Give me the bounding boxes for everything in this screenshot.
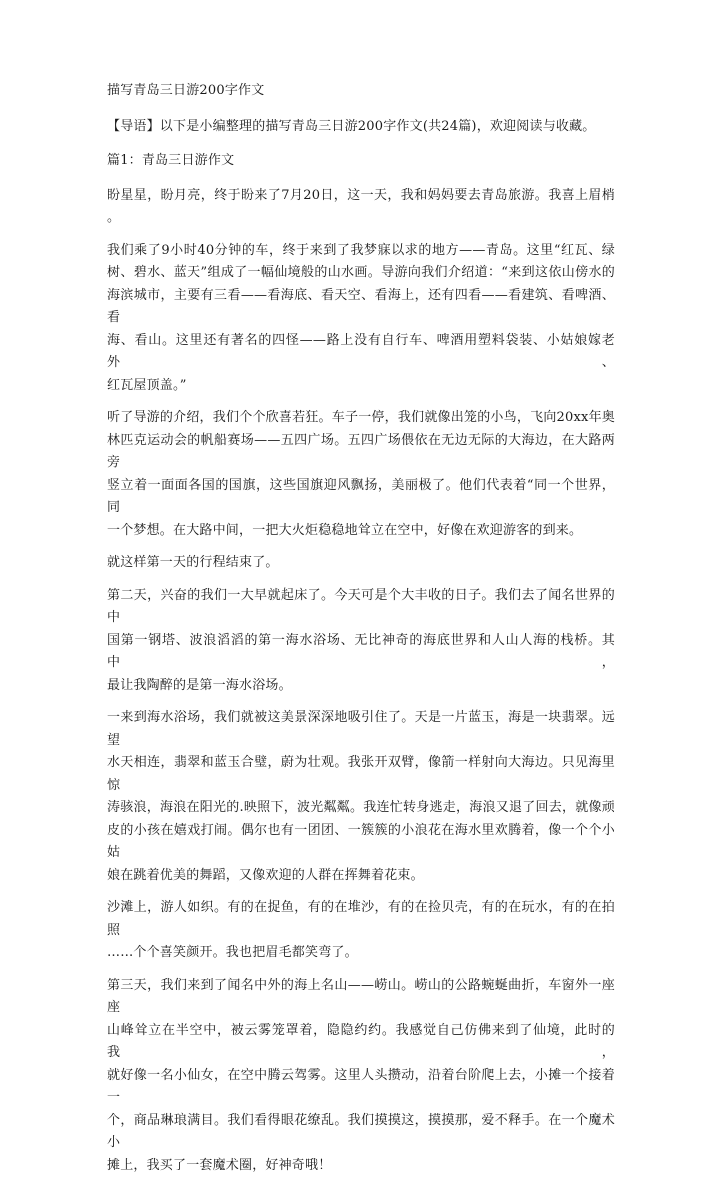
article-body bbox=[107, 185, 615, 1178]
paragraph-line: 沙滩上，游人如织。有的在捉鱼，有的在堆沙，有的在捡贝壳，有的在玩水，有的在拍照 bbox=[107, 900, 615, 938]
article-paragraph bbox=[107, 552, 615, 575]
guide-text: 【导语】以下是小编整理的描写青岛三日游200字作文(共24篇)，欢迎阅读与收藏。 bbox=[107, 118, 596, 134]
paragraph-line: 听了导游的介绍，我们个个欣喜若狂。车子一停，我们就像出笼的小鸟，飞向20xx年奥 bbox=[107, 410, 615, 425]
paragraph-line: 一个梦想。在大路中间，一把大火炬稳稳地耸立在空中，好像在欢迎游客的到来。 bbox=[107, 522, 583, 538]
paragraph-line: 海滨城市，主要有三看——看海底、看天空、看海上，还有四看——看建筑、看啤酒、看 bbox=[107, 287, 615, 325]
paragraph-line: 第三天，我们来到了闻名中外的海上名山——崂山。崂山的公路蜿蜒曲折，车窗外一座座 bbox=[107, 977, 615, 1015]
article-paragraph bbox=[107, 240, 615, 398]
section-heading: 篇1：青岛三日游作文 bbox=[107, 153, 235, 168]
article-paragraph bbox=[107, 707, 615, 887]
paragraph-line: ……个个喜笑颜开。我也把眉毛都笑弯了。 bbox=[107, 945, 358, 960]
paragraph-line: 我们乘了9小时40分钟的车，终于来到了我梦寐以求的地方——青岛。这里“红瓦、绿 bbox=[107, 242, 615, 258]
document-page bbox=[107, 80, 615, 1187]
paragraph-line: 摊上，我买了一套魔术圈，好神奇哦！ bbox=[107, 1157, 332, 1173]
paragraph-line: 娘在跳着优美的舞蹈，又像欢迎的人群在挥舞着花束。 bbox=[107, 867, 424, 883]
paragraph-line: 个，商品琳琅满目。我们看得眼花缭乱。我们摸摸这，摸摸那，爱不释手。在一个魔术小 bbox=[107, 1112, 615, 1150]
paragraph-line: 国第一钢塔、波浪滔滔的第一海水浴场、无比神奇的海底世界和人山人海的栈桥。其中， bbox=[107, 632, 615, 670]
paragraph-line: 就好像一名小仙女，在空中腾云驾雾。这里人头攒动，沿着台阶爬上去，小摊一个接着一 bbox=[107, 1067, 615, 1105]
paragraph-line: 一来到海水浴场，我们就被这美景深深地吸引住了。天是一片蓝玉，海是一块翡翠。远望 bbox=[107, 710, 615, 748]
article-paragraph bbox=[107, 407, 615, 542]
article-paragraph bbox=[107, 897, 615, 965]
paragraph-line: 涛骇浪，海浪在阳光的.映照下，波光粼粼。我连忙转身逃走，海浪又退了回去，就像顽 bbox=[107, 800, 615, 815]
paragraph-line: 山峰耸立在半空中，被云雾笼罩着，隐隐约约。我感觉自己仿佛来到了仙境，此时的我， bbox=[107, 1022, 615, 1060]
article-paragraph bbox=[107, 975, 615, 1178]
paragraph-line: 树、碧水、蓝天”组成了一幅仙境般的山水画。导游向我们介绍道：“来到这依山傍水的 bbox=[107, 265, 615, 280]
paragraph-line: 皮的小孩在嬉戏打闹。偶尔也有一团团、一簇簇的小浪花在海水里欢腾着，像一个个小姑 bbox=[107, 822, 615, 860]
paragraph-line: 海、看山。这里还有著名的四怪——路上没有自行车、啤酒用塑料袋装、小姑娘嫁老外、 bbox=[107, 332, 615, 370]
paragraph-line: 林匹克运动会的帆船赛场——五四广场。五四广场偎依在无边无际的大海边，在大路两旁 bbox=[107, 432, 615, 470]
paragraph-line: 第二天，兴奋的我们一大早就起床了。今天可是个大丰收的日子。我们去了闻名世界的中 bbox=[107, 587, 615, 625]
paragraph-line: 竖立着一面面各国的国旗，这些国旗迎风飘扬，美丽极了。他们代表着“同一个世界，同 bbox=[107, 477, 615, 515]
paragraph-line: 红瓦屋顶盖。” bbox=[107, 377, 187, 393]
paragraph-line: 。 bbox=[107, 210, 121, 225]
paragraph-line: 盼星星，盼月亮，终于盼来了7月20日，这一天，我和妈妈要去青岛旅游。我喜上眉梢 bbox=[107, 187, 615, 203]
paragraph-line: 就这样第一天的行程结束了。 bbox=[107, 555, 279, 570]
document-title: 描写青岛三日游200字作文 bbox=[107, 83, 265, 98]
article-paragraph bbox=[107, 185, 615, 230]
paragraph-line: 最让我陶醉的是第一海水浴场。 bbox=[107, 677, 292, 693]
article-paragraph bbox=[107, 585, 615, 698]
paragraph-line: 水天相连，翡翠和蓝玉合璧，蔚为壮观。我张开双臂，像箭一样射向大海边。只见海里惊 bbox=[107, 755, 615, 793]
